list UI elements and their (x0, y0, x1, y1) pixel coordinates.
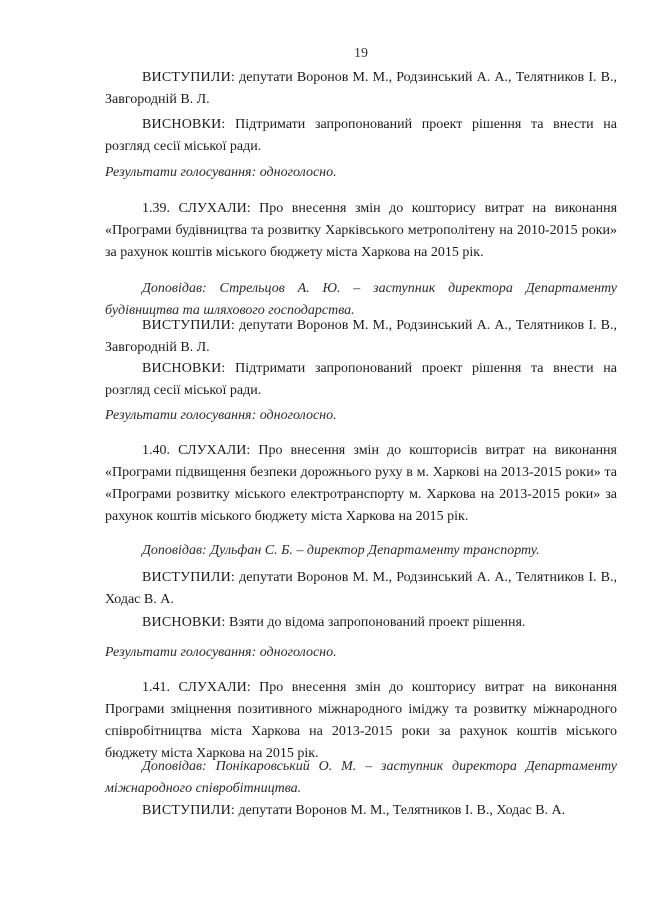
reporter-line: Доповідав: Стрельцов А. Ю. – заступник директора Департаменту будівництва та шляхового господарства. (105, 281, 617, 318)
heard-label: 1.41. СЛУХАЛИ: (142, 680, 251, 695)
reporter-line: Доповідав: Понікаровський О. М. – заступник директора Департаменту міжнародного співробітництва. (105, 759, 617, 796)
heard-item-1-41 (105, 677, 617, 765)
speakers-text: депутати Воронов М. М., Родзинський А. А., Телятников І. В., Завгородній В. Л. (105, 318, 618, 355)
heard-text: Про внесення змін до кошторису витрат на виконання Програми зміцнення позитивного міжнародного іміджу та розвитку міжнародного співробітництва міста Харкова на 2013-2015 роки за рахунок коштів міського бюджету міста Харкова на 2015 рік. (105, 680, 618, 761)
conclusion-text: Підтримати запропонований проект рішення та внести на розгляд сесії міської ради. (105, 117, 618, 154)
vote-result: Результати голосування: одноголосно. (105, 165, 337, 180)
speakers-label: ВИСТУПИЛИ: (142, 70, 235, 85)
conclusion-text: Підтримати запропонований проект рішення та внести на розгляд сесії міської ради. (105, 361, 618, 398)
speakers-paragraph (105, 567, 617, 611)
speakers-label: ВИСТУПИЛИ: (142, 803, 235, 818)
heard-item-1-40 (105, 440, 617, 528)
speakers-paragraph (105, 67, 617, 111)
speakers-text: депутати Воронов М. М., Родзинський А. А., Телятников І. В., Ходас В. А. (105, 570, 618, 607)
speakers-paragraph (105, 315, 617, 359)
vote-result: Результати голосування: одноголосно. (105, 408, 337, 423)
conclusion-paragraph (105, 358, 617, 402)
conclusion-label: ВИСНОВКИ: (142, 615, 226, 630)
conclusion-paragraph (105, 114, 617, 158)
heard-label: 1.39. СЛУХАЛИ: (142, 201, 251, 216)
speakers-paragraph (105, 800, 617, 822)
reporter-line: Доповідав: Дульфан С. Б. – директор Департаменту транспорту. (142, 543, 540, 558)
heard-text: Про внесення змін до кошторисів витрат на виконання «Програми підвищення безпеки дорожнього руху в м. Харкові на 2013-2015 роки» та «Програми розвитку міського електротранспорту м. Харкова на 2013-2015 роки» за рахунок коштів міського бюджету міста Харкова на 2015 рік. (105, 443, 617, 524)
speakers-label: ВИСТУПИЛИ: (142, 570, 235, 585)
conclusion-text: Взяти до відома запропонований проект рішення. (228, 615, 526, 630)
vote-result: Результати голосування: одноголосно. (105, 645, 337, 660)
speakers-text: депутати Воронов М. М., Родзинський А. А., Телятников І. В., Завгородній В. Л. (105, 70, 618, 107)
heard-item-1-39 (105, 198, 617, 264)
conclusion-label: ВИСНОВКИ: (142, 361, 226, 376)
conclusion-label: ВИСНОВКИ: (142, 117, 226, 132)
heard-text: Про внесення змін до кошторису витрат на виконання «Програми будівництва та розвитку Харківського метрополітену на 2010-2015 роки» за рахунок коштів міського бюджету міста Харкова на 2015 рік. (105, 201, 618, 260)
page-number: 19 (354, 46, 368, 61)
document-page (105, 0, 617, 908)
heard-label: 1.40. СЛУХАЛИ: (142, 443, 251, 458)
speakers-label: ВИСТУПИЛИ: (142, 318, 235, 333)
speakers-text: депутати Воронов М. М., Телятников І. В., Ходас В. А. (238, 803, 566, 818)
conclusion-paragraph (105, 612, 617, 634)
